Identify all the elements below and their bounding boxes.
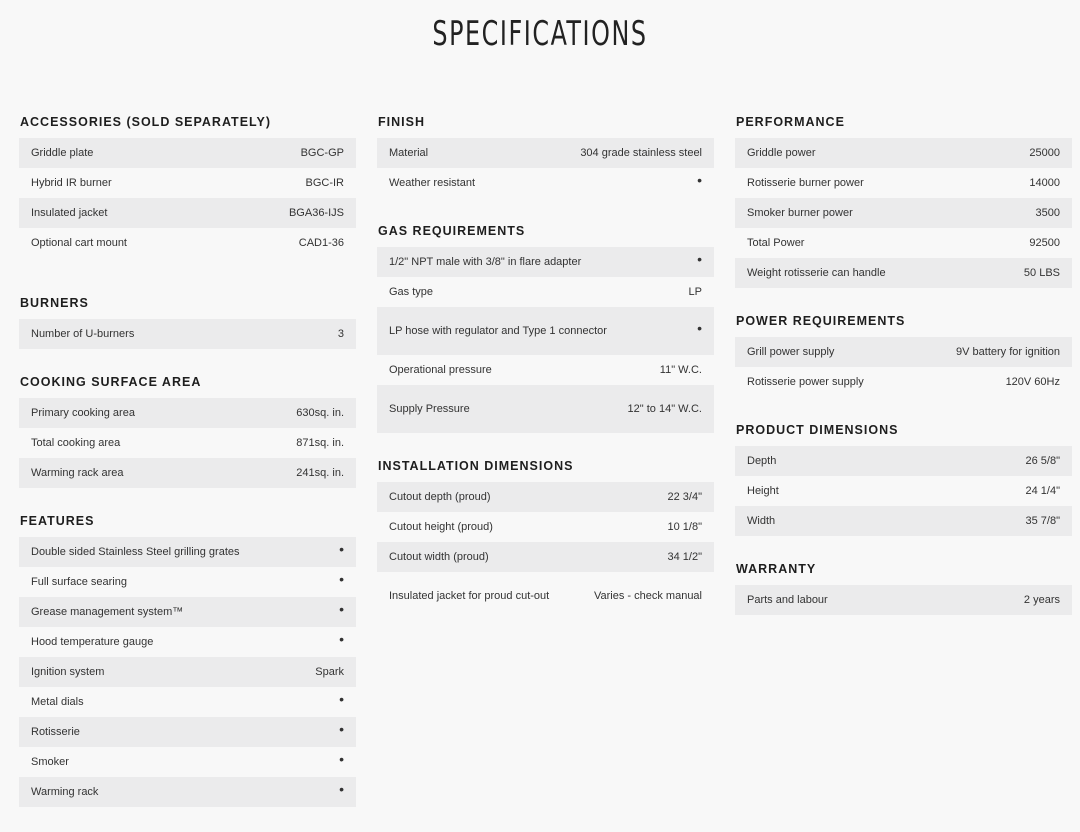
spec-row <box>19 319 356 349</box>
spec-section <box>735 422 1072 536</box>
check-bullet-icon: • <box>339 571 344 587</box>
spec-row <box>19 567 356 597</box>
spec-row <box>19 627 356 657</box>
spec-section <box>377 458 714 620</box>
spec-row <box>19 687 356 717</box>
spec-row <box>377 247 714 277</box>
spec-section <box>19 114 356 258</box>
check-bullet-icon: • <box>339 541 344 557</box>
spec-label: Cutout height (proud) <box>389 520 493 533</box>
spec-label: LP hose with regulator and Type 1 connector <box>389 324 607 337</box>
spec-row <box>19 198 356 228</box>
spec-value: 9V battery for ignition <box>956 345 1060 358</box>
spec-value: 24 1/4" <box>1025 484 1060 497</box>
spec-section <box>377 114 714 198</box>
section-title: FINISH <box>378 115 425 129</box>
spec-row <box>377 307 714 355</box>
spec-label: Insulated jacket <box>31 206 108 219</box>
spec-label: Hybrid IR burner <box>31 176 112 189</box>
section-title: ACCESSORIES (SOLD SEPARATELY) <box>20 115 272 129</box>
spec-row <box>735 258 1072 288</box>
spec-label: Primary cooking area <box>31 406 135 419</box>
spec-label: Width <box>747 514 776 527</box>
spec-row <box>735 585 1072 615</box>
spec-label: Metal dials <box>31 695 84 708</box>
spec-column-3 <box>735 114 1072 640</box>
spec-value: LP <box>688 285 702 298</box>
section-title: PERFORMANCE <box>736 115 845 129</box>
spec-label: Cutout width (proud) <box>389 550 489 563</box>
spec-value: 3500 <box>1035 206 1060 219</box>
spec-label: Operational pressure <box>389 363 492 376</box>
spec-row <box>735 168 1072 198</box>
section-title: GAS REQUIREMENTS <box>378 224 526 238</box>
spec-label: Grill power supply <box>747 345 835 358</box>
spec-label: Ignition system <box>31 665 105 678</box>
spec-row <box>377 482 714 512</box>
spec-row <box>377 542 714 572</box>
spec-label: Supply Pressure <box>389 402 470 415</box>
page-title: SPECIFICATIONS <box>432 14 648 54</box>
check-bullet-icon: • <box>697 172 702 188</box>
spec-row <box>735 506 1072 536</box>
spec-row <box>19 228 356 258</box>
check-bullet-icon: • <box>339 751 344 767</box>
spec-value: 871sq. in. <box>296 436 344 449</box>
spec-label: Rotisserie burner power <box>747 176 864 189</box>
spec-label: Full surface searing <box>31 575 127 588</box>
spec-row <box>19 428 356 458</box>
spec-section <box>735 114 1072 288</box>
spec-value: CAD1-36 <box>298 236 344 249</box>
spec-row <box>19 657 356 687</box>
spec-row <box>19 168 356 198</box>
spec-row <box>19 777 356 807</box>
spec-row <box>735 337 1072 367</box>
spec-column-1 <box>19 114 356 832</box>
spec-label: Number of U-burners <box>31 327 135 340</box>
spec-value: 50 LBS <box>1023 266 1060 279</box>
section-title: POWER REQUIREMENTS <box>736 314 906 328</box>
spec-section <box>735 561 1072 615</box>
spec-label: Warming rack <box>31 785 99 798</box>
spec-label: Grease management system™ <box>31 605 184 618</box>
spec-row <box>377 168 714 198</box>
spec-label: Total cooking area <box>31 436 121 449</box>
spec-row <box>735 138 1072 168</box>
spec-value: BGA36-IJS <box>288 206 344 219</box>
spec-value: 92500 <box>1029 236 1060 249</box>
spec-value: 26 5/8" <box>1025 454 1060 467</box>
spec-label: Griddle power <box>747 146 816 159</box>
spec-value: 35 7/8" <box>1025 514 1060 527</box>
spec-label: Weather resistant <box>389 176 476 189</box>
spec-value: 12" to 14" W.C. <box>627 402 702 415</box>
spec-label: Depth <box>747 454 777 467</box>
spec-label: Smoker <box>31 755 69 768</box>
spec-section <box>19 513 356 807</box>
spec-value: 10 1/8" <box>667 520 702 533</box>
spec-value: BGC-GP <box>300 146 344 159</box>
spec-row <box>735 476 1072 506</box>
spec-row <box>735 367 1072 397</box>
spec-value: 120V 60Hz <box>1005 375 1060 388</box>
spec-value: 25000 <box>1029 146 1060 159</box>
spec-label: Gas type <box>389 285 434 298</box>
check-bullet-icon: • <box>697 251 702 267</box>
spec-row <box>735 228 1072 258</box>
spec-label: Hood temperature gauge <box>31 635 154 648</box>
spec-label: Insulated jacket for proud cut-out <box>389 589 550 602</box>
spec-row <box>377 572 714 620</box>
spec-label: Warming rack area <box>31 466 124 479</box>
section-title: FEATURES <box>20 514 95 528</box>
spec-section <box>377 223 714 433</box>
section-title: INSTALLATION DIMENSIONS <box>378 459 574 473</box>
spec-value: 34 1/2" <box>667 550 702 563</box>
spec-value: 3 <box>337 327 344 340</box>
section-title: PRODUCT DIMENSIONS <box>736 423 899 437</box>
check-bullet-icon: • <box>697 320 702 336</box>
spec-label: Weight rotisserie can handle <box>747 266 886 279</box>
spec-section <box>735 313 1072 397</box>
spec-section <box>19 374 356 488</box>
spec-value: 22 3/4" <box>667 490 702 503</box>
spec-value: Spark <box>315 665 344 678</box>
spec-value: 11" W.C. <box>659 363 702 376</box>
check-bullet-icon: • <box>339 601 344 617</box>
spec-label: Parts and labour <box>747 593 828 606</box>
check-bullet-icon: • <box>339 781 344 797</box>
spec-section <box>19 295 356 349</box>
spec-label: Rotisserie power supply <box>747 375 864 388</box>
check-bullet-icon: • <box>339 721 344 737</box>
section-title: BURNERS <box>20 296 89 310</box>
spec-row <box>377 138 714 168</box>
spec-label: Material <box>389 146 429 159</box>
spec-row <box>735 446 1072 476</box>
spec-value: 630sq. in. <box>296 406 344 419</box>
spec-row <box>19 717 356 747</box>
spec-value: BGC-IR <box>305 176 344 189</box>
spec-value: 241sq. in. <box>296 466 344 479</box>
spec-row <box>735 198 1072 228</box>
spec-label: 1/2" NPT male with 3/8" in flare adapter <box>389 255 582 268</box>
spec-label: Griddle plate <box>31 146 94 159</box>
spec-row <box>377 512 714 542</box>
check-bullet-icon: • <box>339 691 344 707</box>
spec-label: Optional cart mount <box>31 236 127 249</box>
spec-label: Smoker burner power <box>747 206 853 219</box>
spec-label: Height <box>747 484 779 497</box>
spec-row <box>377 355 714 385</box>
spec-label: Total Power <box>747 236 805 249</box>
spec-row <box>19 747 356 777</box>
spec-row <box>19 537 356 567</box>
spec-row <box>377 385 714 433</box>
spec-label: Double sided Stainless Steel grilling grates <box>31 545 240 558</box>
spec-value: Varies - check manual <box>593 589 702 602</box>
spec-value: 2 years <box>1023 593 1060 606</box>
check-bullet-icon: • <box>339 631 344 647</box>
spec-value: 14000 <box>1029 176 1060 189</box>
spec-row <box>19 138 356 168</box>
spec-row <box>377 277 714 307</box>
spec-row <box>19 597 356 627</box>
spec-row <box>19 398 356 428</box>
spec-value: 304 grade stainless steel <box>580 146 702 159</box>
section-title: WARRANTY <box>736 562 817 576</box>
section-title: COOKING SURFACE AREA <box>20 375 202 389</box>
spec-column-2 <box>377 114 714 645</box>
spec-label: Rotisserie <box>31 725 80 738</box>
spec-label: Cutout depth (proud) <box>389 490 491 503</box>
spec-row <box>19 458 356 488</box>
